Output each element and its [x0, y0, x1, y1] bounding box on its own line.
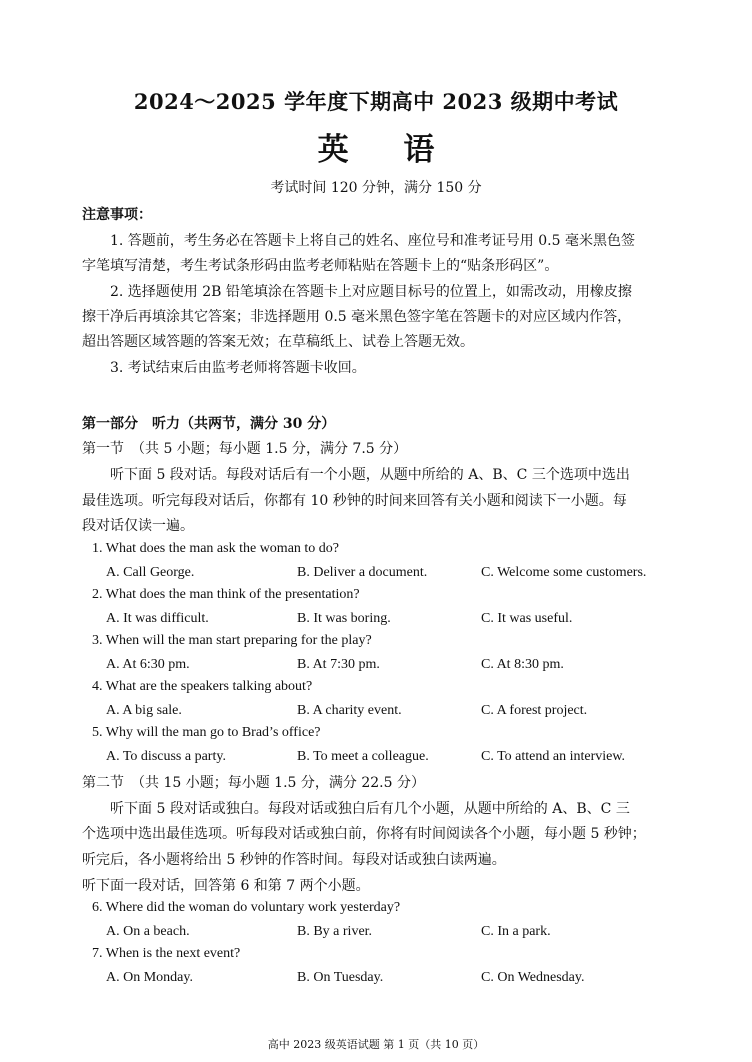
- part1-heading: 第一部分 听力（共两节，满分 30 分）: [82, 416, 336, 432]
- option-c: C. In a park.: [481, 924, 551, 939]
- option-c: C. To attend an interview.: [481, 749, 626, 764]
- section2-instruction: 听下面 5 段对话或独白。每段对话或独白后有几个小题，从题中所给的 A、B、C 三: [110, 801, 630, 817]
- section2-instruction: 听完后，各小题将给出 5 秒钟的作答时间。每段对话或独白读两遍。: [82, 852, 506, 868]
- notice-line: 超出答题区域答题的答案无效；在草稿纸上、试卷上答题无效。: [82, 334, 474, 350]
- option-c: C. At 8:30 pm.: [481, 657, 564, 672]
- option-b: B. It was boring.: [297, 611, 391, 626]
- section1-instruction: 段对话仅读一遍。: [82, 518, 194, 534]
- question-stem: 6. Where did the woman do voluntary work yesterday?: [92, 900, 401, 915]
- section2-instruction: 个选项中选出最佳选项。听每段对话或独白前，你将有时间阅读各个小题，每小题 5 秒钟；: [82, 826, 646, 842]
- option-b: B. On Tuesday.: [297, 970, 384, 985]
- question-stem: 5. Why will the man go to Brad’s office?: [92, 725, 321, 740]
- option-c: C. Welcome some customers.: [481, 565, 647, 580]
- option-a: A. On a beach.: [106, 924, 190, 939]
- subject-title: 英 语: [317, 132, 457, 168]
- section2-sub-instruction: 听下面一段对话，回答第 6 和第 7 两个小题。: [82, 878, 370, 894]
- exam-info: 考试时间 120 分钟，满分 150 分: [270, 180, 482, 196]
- option-a: A. To discuss a party.: [106, 749, 226, 764]
- notice-line: 擦干净后再填涂其它答案；非选择题用 0.5 毫米黑色签字笔在答题卡的对应区域内作答，: [82, 309, 632, 325]
- notice-line: 3. 考试结束后由监考老师将答题卡收回。: [110, 360, 366, 376]
- option-b: B. By a river.: [297, 924, 373, 939]
- notice-line: 2. 选择题使用 2B 铅笔填涂在答题卡上对应题目标号的位置上，如需改动，用橡皮擦: [110, 284, 632, 300]
- section2-heading: 第二节 （共 15 小题；每小题 1.5 分，满分 22.5 分）: [82, 775, 425, 791]
- option-a: A. Call George.: [106, 565, 195, 580]
- option-c: C. It was useful.: [481, 611, 573, 626]
- section1-instruction: 听下面 5 段对话。每段对话后有一个小题，从题中所给的 A、B、C 三个选项中选出: [110, 467, 630, 483]
- option-a: A. It was difficult.: [106, 611, 209, 626]
- exam-title: 2024～2025 学年度下期高中 2023 级期中考试: [133, 89, 619, 114]
- question-stem: 1. What does the man ask the woman to do?: [92, 541, 340, 556]
- option-a: A. On Monday.: [106, 970, 193, 985]
- section1-instruction: 最佳选项。听完每段对话后，你都有 10 秒钟的时间来回答有关小题和阅读下一小题。每: [82, 493, 627, 509]
- option-b: B. To meet a colleague.: [297, 749, 429, 764]
- question-stem: 7. When is the next event?: [92, 946, 241, 961]
- question-stem: 2. What does the man think of the presentation?: [92, 587, 360, 602]
- question-stem: 4. What are the speakers talking about?: [92, 679, 313, 694]
- option-b: B. Deliver a document.: [297, 565, 428, 580]
- option-a: A. A big sale.: [106, 703, 182, 718]
- page-footer: 高中 2023 级英语试题 第 1 页（共 10 页）: [267, 1038, 485, 1051]
- option-a: A. At 6:30 pm.: [106, 657, 190, 672]
- notice-line: 字笔填写清楚，考生考试条形码由监考老师粘贴在答题卡上的“贴条形码区”。: [82, 258, 559, 274]
- notice-line: 1. 答题前，考生务必在答题卡上将自己的姓名、座位号和准考证号用 0.5 毫米黑色签: [110, 233, 635, 249]
- question-stem: 3. When will the man start preparing for the play?: [92, 633, 372, 648]
- section1-heading: 第一节 （共 5 小题；每小题 1.5 分，满分 7.5 分）: [82, 441, 408, 457]
- notice-heading: 注意事项：: [82, 207, 152, 223]
- option-b: B. At 7:30 pm.: [297, 657, 380, 672]
- option-c: C. A forest project.: [481, 703, 588, 718]
- option-c: C. On Wednesday.: [481, 970, 585, 985]
- option-b: B. A charity event.: [297, 703, 402, 718]
